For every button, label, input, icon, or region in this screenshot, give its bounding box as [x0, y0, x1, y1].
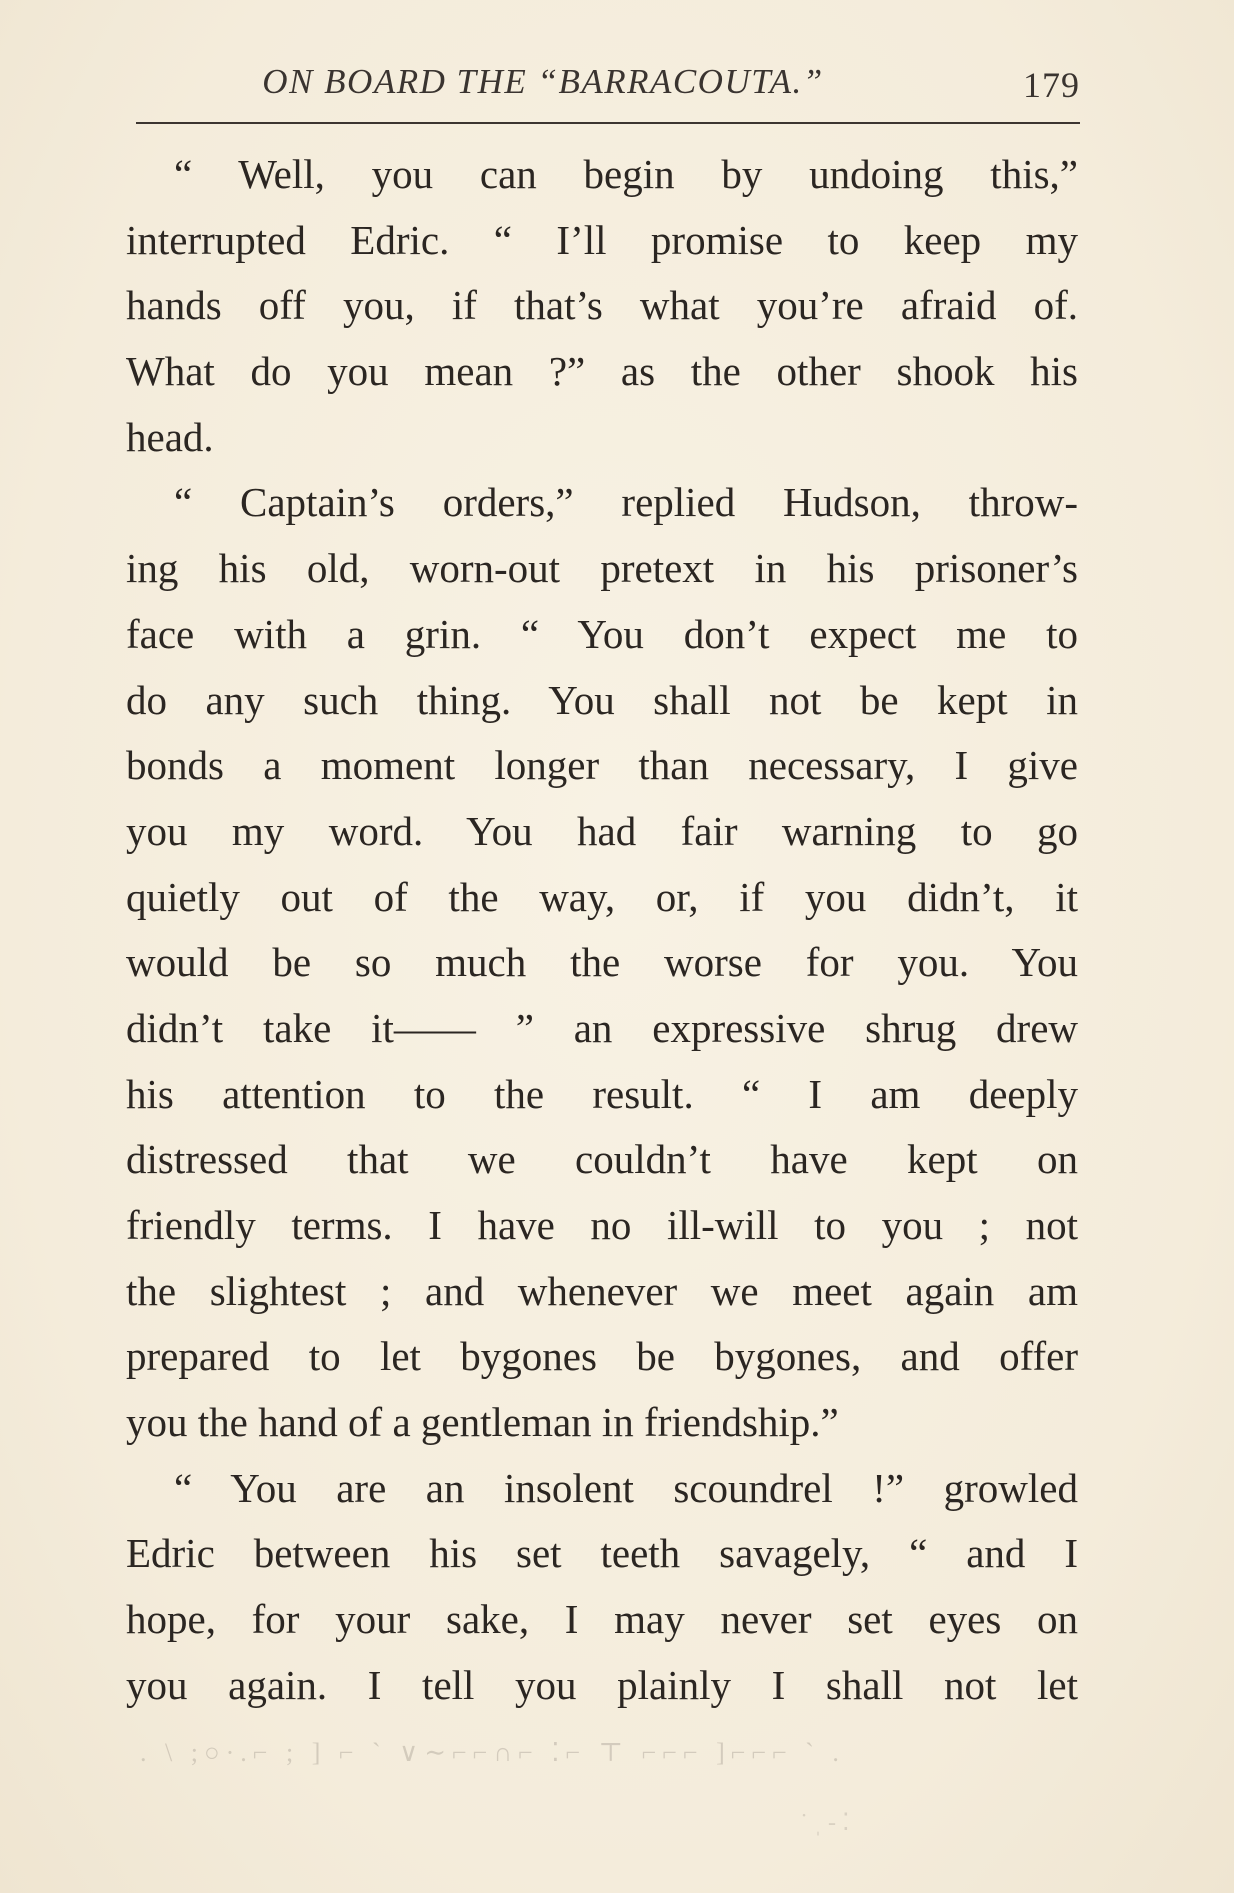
text-line: distressed that we couldn’t have kept on — [126, 1136, 1078, 1183]
text-line: “ You are an insolent scoundrel !” growled — [174, 1464, 1078, 1511]
text-line: bonds a moment longer than necessary, I give — [126, 742, 1078, 789]
text-line: do any such thing. You shall not be kept in — [126, 676, 1078, 723]
text-line: Edric between his set teeth savagely, “ and I — [126, 1530, 1078, 1577]
text-line: “ Captain’s orders,” replied Hudson, throw- — [174, 479, 1078, 526]
body-text — [126, 142, 1078, 1719]
text-line: ing his old, worn-out pretext in his prisoner’s — [126, 545, 1078, 592]
text-line: quietly out of the way, or, if you didn’t, it — [126, 873, 1078, 920]
text-line: interrupted Edric. “ I’ll promise to keep my — [126, 216, 1078, 263]
text-line: the slightest ; and whenever we meet again am — [126, 1267, 1078, 1314]
paper-speck-marks: ˙ ˌ ‐ ⁚ — [800, 1810, 850, 1836]
text-line: face with a grin. “ You don’t expect me to — [126, 610, 1078, 657]
header-rule — [136, 122, 1080, 124]
text-line: What do you mean ?” as the other shook his — [126, 348, 1078, 395]
text-line: would be so much the worse for you. You — [126, 939, 1078, 986]
show-through-marks: . \ ;○·.⌐ ; ] ⌐ ` ∨∼⌐⌐∩⌐ ⁚⌐ ⊤ ⌐⌐⌐ ]⌐⌐⌐ ` . — [140, 1738, 845, 1767]
text-line: hands off you, if that’s what you’re afraid of. — [126, 282, 1078, 329]
text-line: his attention to the result. “ I am deeply — [126, 1070, 1078, 1117]
page-number: 179 — [1023, 65, 1080, 105]
text-line: friendly terms. I have no ill-will to you ; not — [126, 1202, 1078, 1248]
text-line: hope, for your sake, I may never set eyes on — [126, 1596, 1078, 1643]
text-line: “ Well, you can begin by undoing this,” — [174, 151, 1078, 197]
running-title: ON BOARD THE “BARRACOUTA.” — [262, 62, 824, 101]
text-line: you again. I tell you plainly I shall not let — [126, 1661, 1078, 1708]
text-line: prepared to let bygones be bygones, and offer — [126, 1333, 1078, 1380]
text-line: head. — [126, 413, 214, 460]
text-line: you the hand of a gentleman in friendship.” — [126, 1399, 839, 1446]
running-head — [136, 62, 1080, 122]
text-line: didn’t take it—— ” an expressive shrug drew — [126, 1004, 1078, 1051]
text-line: you my word. You had fair warning to go — [126, 807, 1078, 854]
